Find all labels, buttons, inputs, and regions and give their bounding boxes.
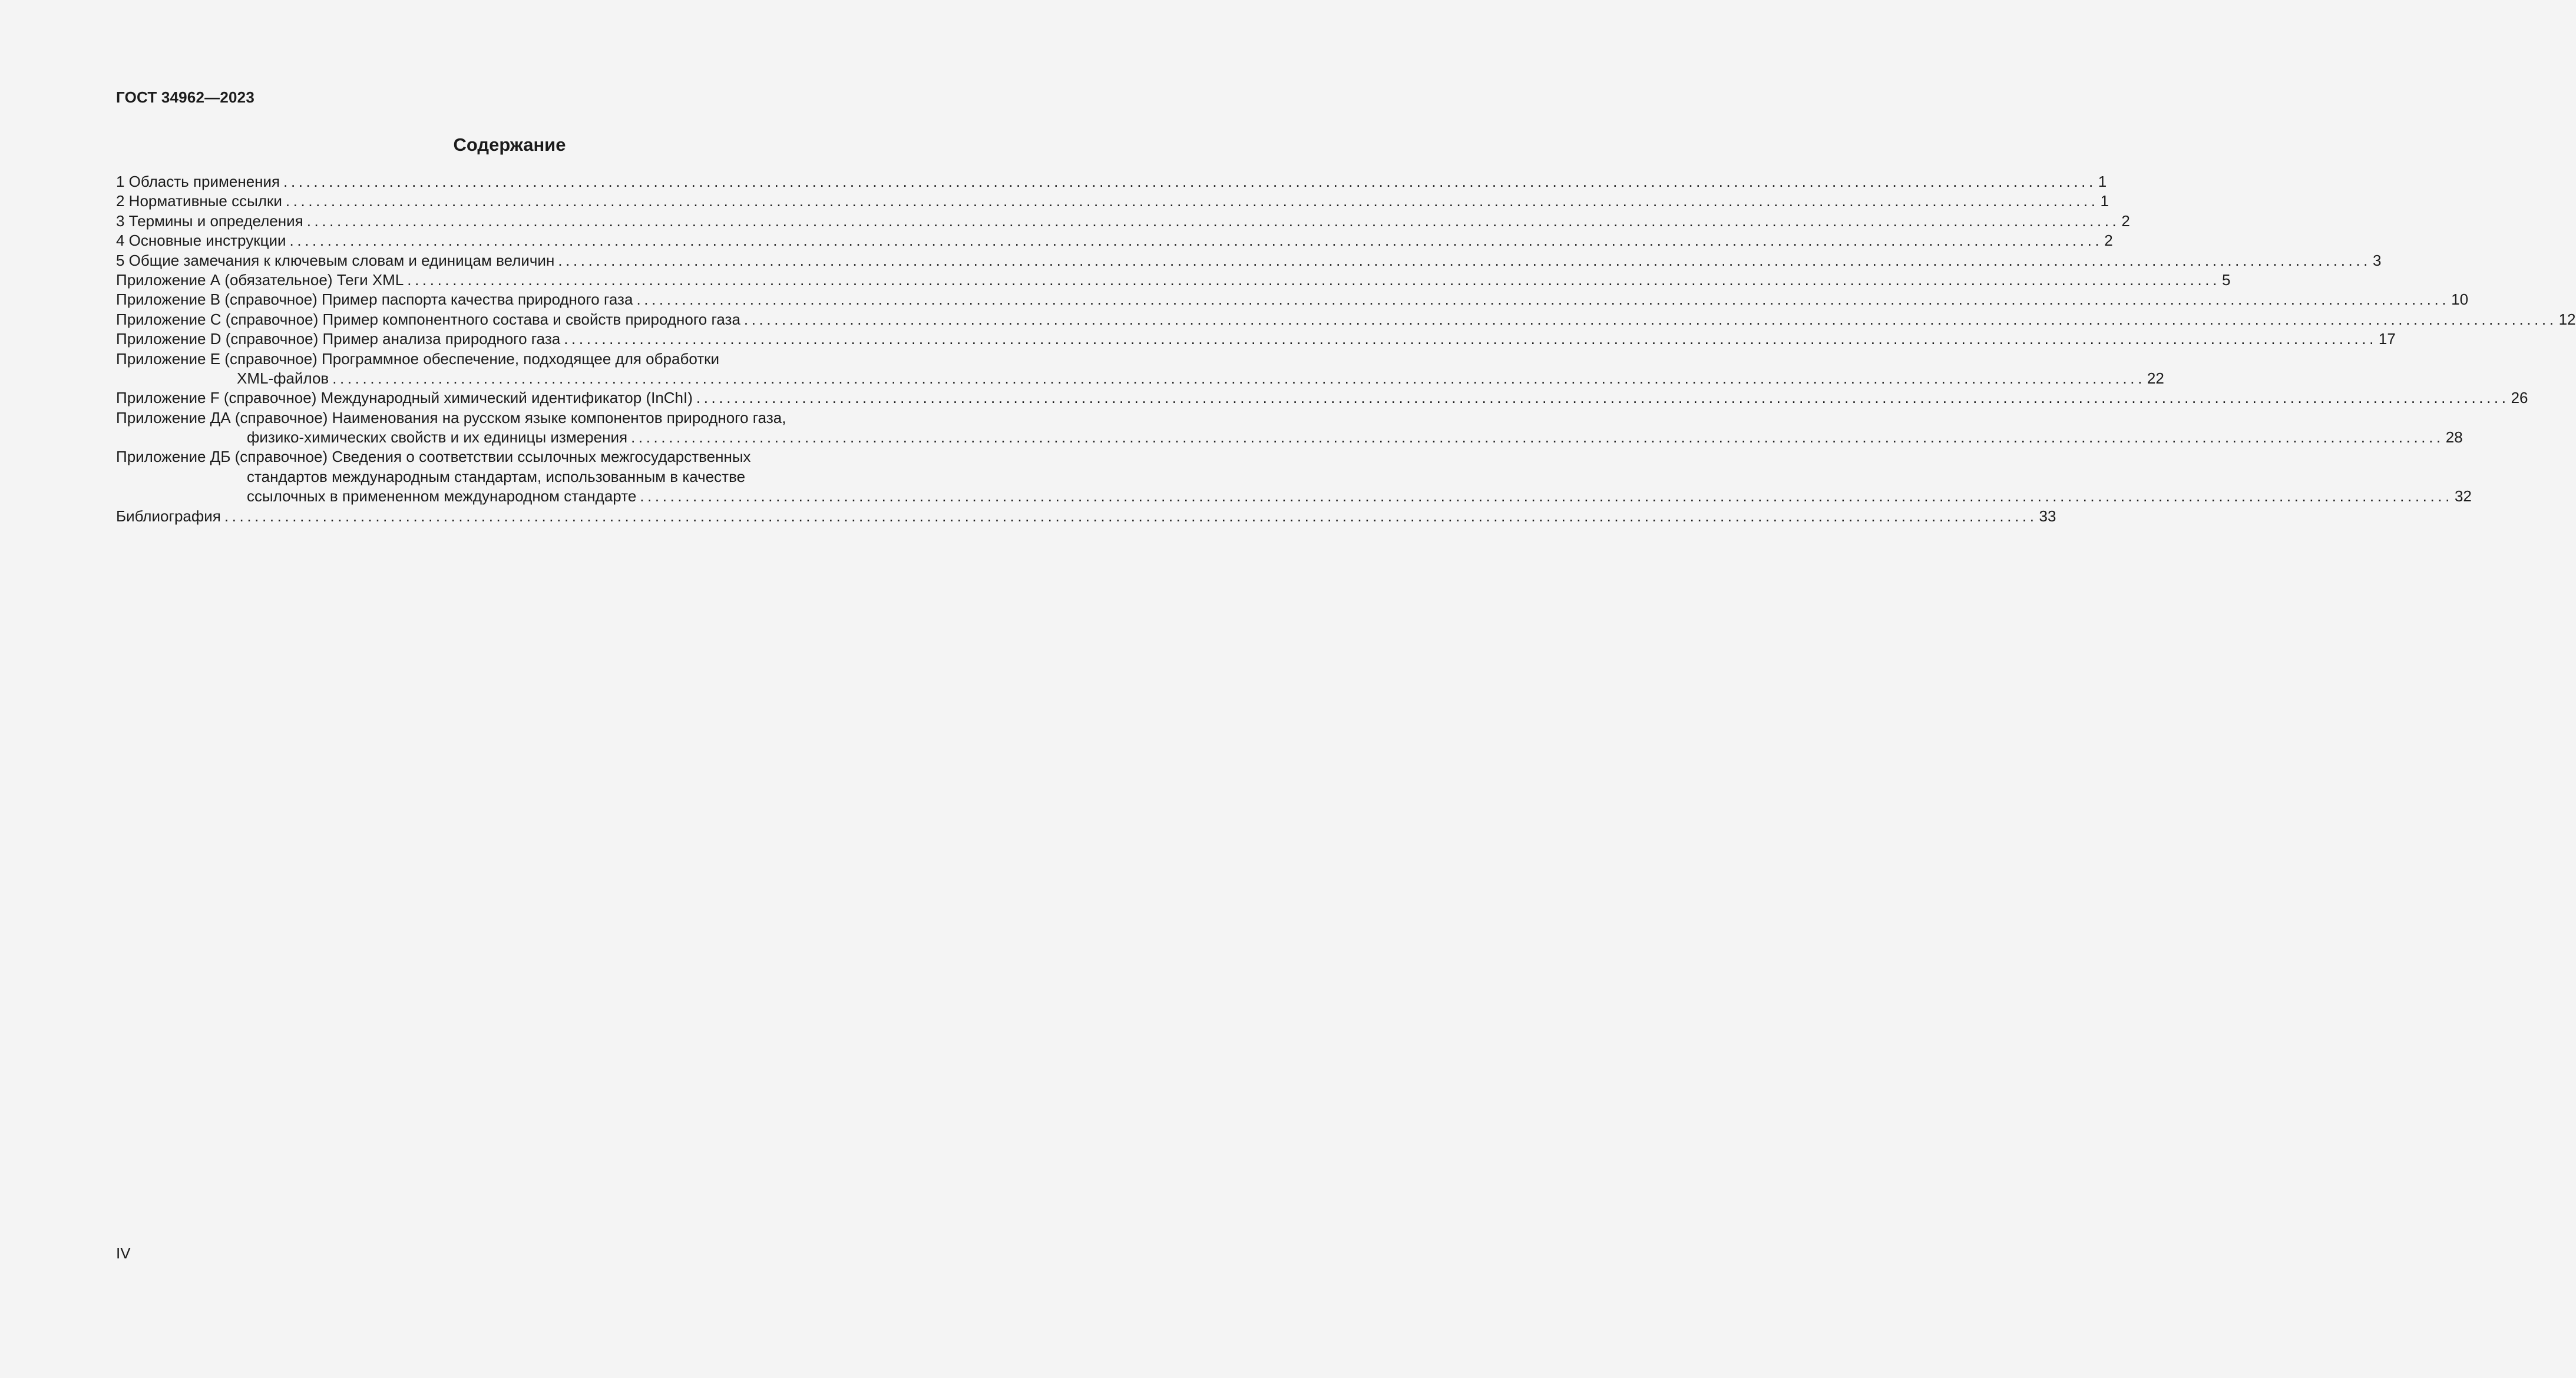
toc-entry[interactable]	[116, 447, 904, 467]
toc-entry-continuation[interactable]	[116, 369, 2164, 388]
toc-entry-page: 2	[2104, 232, 2113, 250]
toc-entry-title: Приложение А (обязательное) Теги XML	[116, 270, 404, 289]
toc-entry-page: 22	[2147, 369, 2164, 387]
toc-dot-leader: ................................................................................................................................................................................................................................................	[407, 270, 2220, 289]
toc-entry[interactable]	[116, 172, 2107, 191]
toc-dot-leader: ................................................................................................................................................................................................................................................	[289, 232, 2103, 250]
toc-entry-page: 5	[2221, 270, 2231, 289]
toc-dot-leader: ................................................................................................................................................................................................................................................	[283, 173, 2096, 190]
toc-entry-page: 2	[2121, 212, 2130, 230]
toc-entry[interactable]	[116, 329, 2396, 349]
toc-dot-leader: ................................................................................................................................................................................................................................................	[640, 487, 2453, 505]
toc-entry-page: 3	[2373, 251, 2382, 269]
toc-dot-leader: ................................................................................................................................................................................................................................................	[631, 428, 2444, 447]
toc-entry[interactable]	[116, 212, 2130, 231]
toc-entry-title: 4 Основные инструкции	[116, 232, 286, 250]
toc-entry[interactable]	[116, 388, 2528, 408]
toc-dot-leader: ................................................................................................................................................................................................................................................	[332, 369, 2145, 387]
toc-entry-title: 1 Область применения	[116, 173, 280, 190]
toc-entry-page: 17	[2378, 330, 2396, 348]
toc-entry-title: Приложение D (справочное) Пример анализа природного газа	[116, 330, 561, 348]
toc-entry-title: Приложение ДА (справочное) Наименования на русском языке компонентов природного газа,	[116, 408, 786, 427]
toc-entry-title: 2 Нормативные ссылки	[116, 192, 282, 210]
toc-entry-title: Приложение ДБ (справочное) Сведения о соответствии ссылочных межгосударственных	[116, 448, 751, 466]
toc-entry-title: Приложение B (справочное) Пример паспорта качества природного газа	[116, 290, 633, 309]
toc-dot-leader: ................................................................................................................................................................................................................................................	[224, 507, 2038, 525]
toc-dot-leader: ................................................................................................................................................................................................................................................	[558, 251, 2371, 269]
toc-entry[interactable]	[116, 270, 2231, 290]
toc-entry[interactable]	[116, 408, 904, 428]
toc-dot-leader: ................................................................................................................................................................................................................................................	[636, 290, 2450, 309]
toc-entry-title: 3 Термины и определения	[116, 212, 303, 230]
toc-entry-title-continued: физико-химических свойств и их единицы измерения	[247, 428, 628, 447]
toc-entry-title: 5 Общие замечания к ключевым словам и единицам величин	[116, 251, 555, 269]
toc-entry-page: 28	[2445, 428, 2463, 447]
table-of-contents	[116, 172, 2576, 526]
toc-entry-title: Приложение E (справочное) Программное обеспечение, подходящее для обработки	[116, 349, 720, 368]
toc-dot-leader: ................................................................................................................................................................................................................................................	[285, 192, 2099, 210]
toc-entry[interactable]	[116, 349, 904, 369]
toc-entry-title: Библиография	[116, 507, 221, 525]
toc-entry-title-continued: XML-файлов	[237, 369, 329, 387]
toc-entry-title: Приложение C (справочное) Пример компонентного состава и свойств природного газа	[116, 310, 740, 328]
toc-entry[interactable]	[116, 310, 2576, 329]
toc-entry[interactable]	[116, 231, 2113, 250]
toc-entry-title: Приложение F (справочное) Международный химический идентификатор (InChI)	[116, 389, 693, 407]
toc-entry-page: 33	[2039, 507, 2056, 525]
toc-dot-leader: ................................................................................................................................................................................................................................................	[306, 212, 2120, 230]
toc-entry[interactable]	[116, 507, 2056, 526]
toc-entry-page: 10	[2451, 290, 2469, 309]
toc-title: Содержание	[453, 134, 566, 155]
toc-entry-page: 1	[2100, 192, 2109, 210]
toc-dot-leader: ................................................................................................................................................................................................................................................	[696, 389, 2509, 407]
toc-entry-page: 32	[2454, 487, 2472, 505]
toc-dot-leader: ................................................................................................................................................................................................................................................	[743, 310, 2557, 328]
toc-entry-page: 26	[2511, 389, 2528, 407]
toc-entry-title-continued: ссылочных в примененном международном стандарте	[247, 487, 637, 505]
document-code: ГОСТ 34962—2023	[116, 88, 254, 106]
toc-dot-leader: ................................................................................................................................................................................................................................................	[564, 330, 2377, 348]
toc-entry-continuation	[116, 467, 904, 487]
toc-entry-page: 1	[2098, 173, 2107, 190]
toc-entry-title-continued: стандартов международным стандартам, использованным в качестве	[247, 467, 746, 485]
toc-entry-continuation[interactable]	[116, 428, 2463, 447]
toc-entry[interactable]	[116, 290, 2469, 309]
toc-entry-page: 12	[2558, 310, 2576, 328]
toc-entry[interactable]	[116, 251, 2382, 270]
toc-entry[interactable]	[116, 191, 2109, 211]
page-number: IV	[116, 1244, 131, 1262]
toc-entry-continuation[interactable]	[116, 487, 2472, 506]
